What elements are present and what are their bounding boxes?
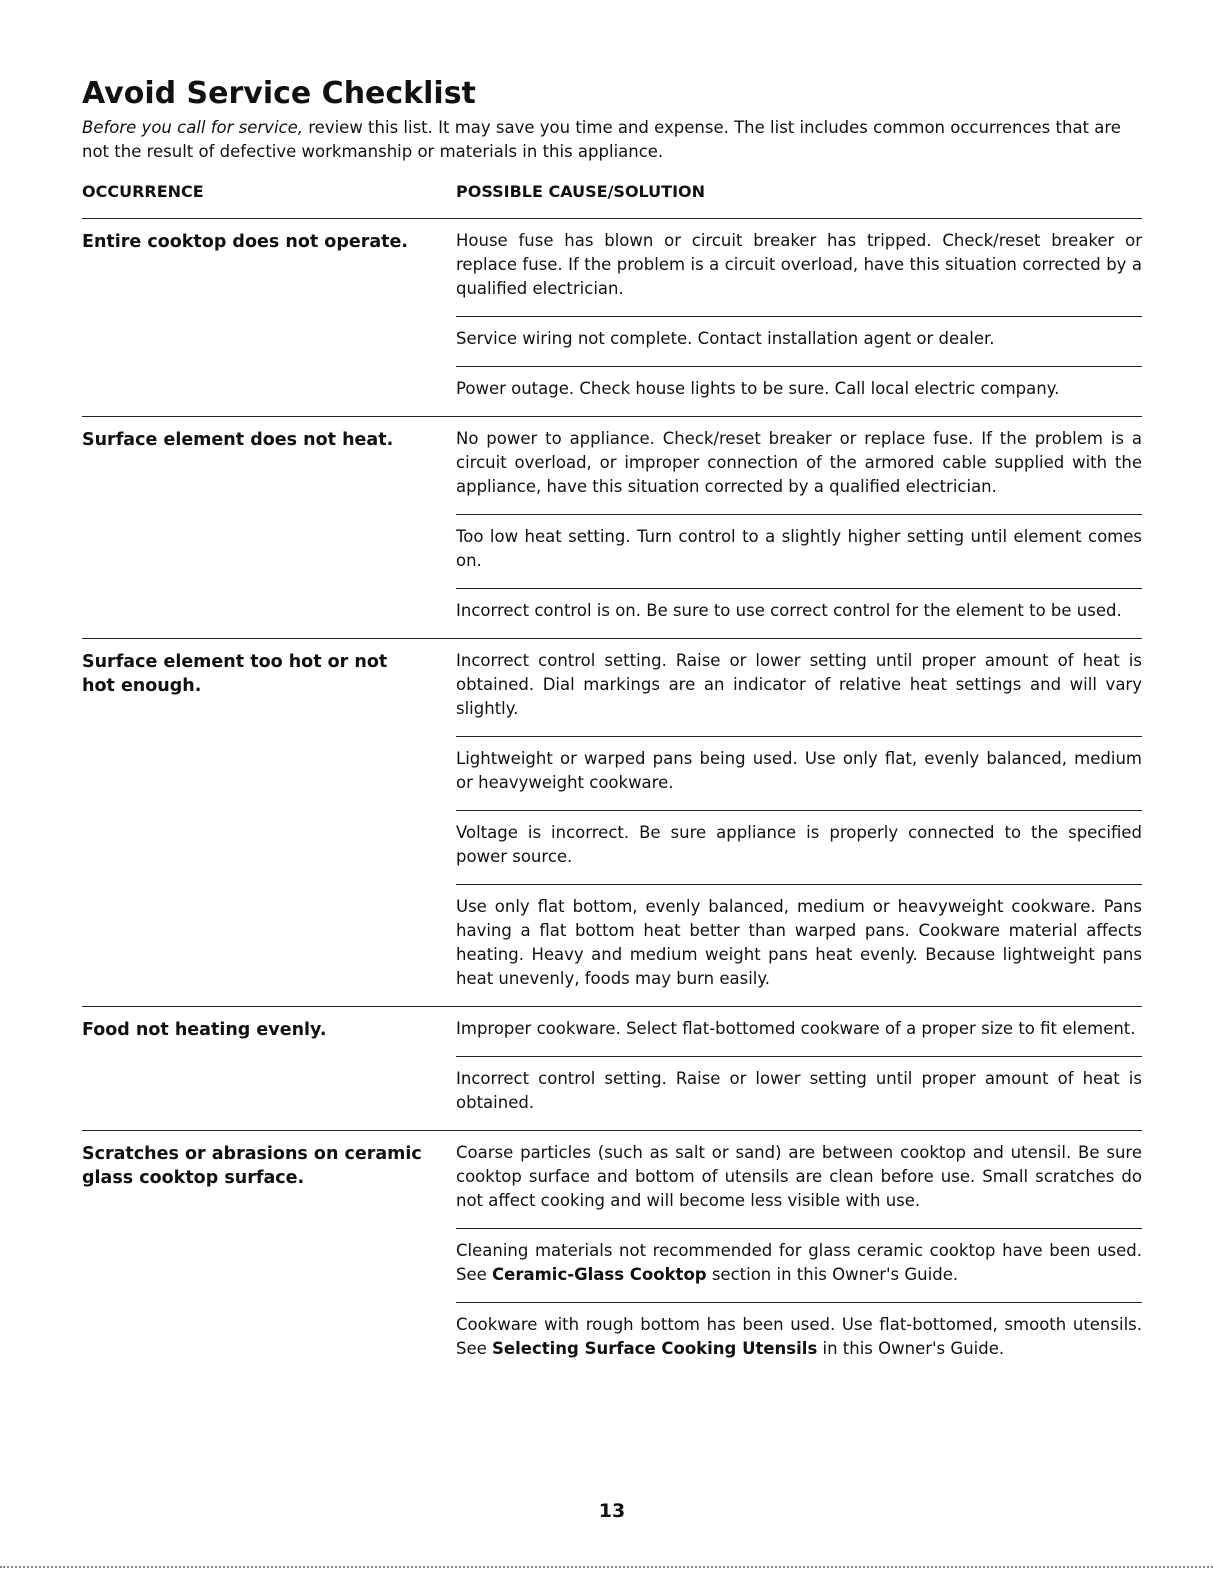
solution-text: Cookware with rough bottom has been used. Use flat-bottomed, smooth utensils. See <box>456 1315 1142 1358</box>
solution-item <box>456 219 1142 316</box>
solution-text: Service wiring not complete. Contact installation agent or dealer. <box>456 329 995 348</box>
table-row <box>82 1006 1142 1130</box>
solution-text: Incorrect control setting. Raise or lower setting until proper amount of heat is obtained. <box>456 1069 1142 1112</box>
section-reference: Ceramic-Glass Cooktop <box>492 1265 707 1284</box>
solution-item <box>456 1131 1142 1228</box>
solution-text: Incorrect control setting. Raise or lower setting until proper amount of heat is obtained. Dial markings are an indicator of relative heat settings and will vary slightly. <box>456 651 1142 718</box>
solutions-cell <box>456 417 1142 638</box>
solution-text-after: section in this Owner's Guide. <box>706 1265 959 1284</box>
table-row <box>82 638 1142 1006</box>
column-header-occurrence: OCCURRENCE <box>82 182 204 201</box>
page-edge-divider <box>0 1566 1213 1568</box>
solution-text: Improper cookware. Select flat-bottomed cookware of a proper size to fit element. <box>456 1019 1136 1038</box>
solution-item <box>456 1302 1142 1376</box>
solution-text: Incorrect control is on. Be sure to use correct control for the element to be used. <box>456 601 1122 620</box>
occurrence-cell: Entire cooktop does not operate. <box>82 232 409 252</box>
solution-text: Cleaning materials not recommended for glass ceramic cooktop have been used. See <box>456 1241 1142 1284</box>
solution-item <box>456 316 1142 366</box>
solution-text: No power to appliance. Check/reset breaker or replace fuse. If the problem is a circuit overload, or improper connection of the armored cable supplied with the appliance, have this situation corrected by a qualified electrician. <box>456 429 1142 496</box>
solution-item <box>456 366 1142 416</box>
solution-item <box>456 736 1142 810</box>
section-reference: Selecting Surface Cooking Utensils <box>492 1339 818 1358</box>
solution-text: Use only flat bottom, evenly balanced, medium or heavyweight cookware. Pans having a flat bottom heat better than warped pans. Cookware material affects heating. Heavy and medium weight pans heat evenly. Because lightweight pans heat unevenly, foods may burn easily. <box>456 897 1142 988</box>
solution-item <box>456 1007 1142 1056</box>
solutions-cell <box>456 1131 1142 1376</box>
solution-text: Voltage is incorrect. Be sure appliance is properly connected to the specified power source. <box>456 823 1142 866</box>
solution-item <box>456 810 1142 884</box>
solution-text: House fuse has blown or circuit breaker has tripped. Check/reset breaker or replace fuse. If the problem is a circuit overload, have this situation corrected by a qualified electrician. <box>456 231 1142 298</box>
intro-paragraph <box>82 116 1142 164</box>
page-number: 13 <box>598 1500 626 1522</box>
checklist-table <box>82 218 1142 1376</box>
table-row <box>82 416 1142 638</box>
table-row <box>82 1130 1142 1376</box>
solutions-cell <box>456 1007 1142 1130</box>
intro-italic-lead: Before you call for service, <box>82 118 303 137</box>
solution-item <box>456 639 1142 736</box>
solution-text: Power outage. Check house lights to be sure. Call local electric company. <box>456 379 1060 398</box>
solution-item <box>456 417 1142 514</box>
table-row <box>82 218 1142 416</box>
page-title: Avoid Service Checklist <box>82 76 476 111</box>
occurrence-cell: Scratches or abrasions on ceramic glass cooktop surface. <box>82 1144 422 1188</box>
solution-text: Coarse particles (such as salt or sand) are between cooktop and utensil. Be sure cooktop surface and bottom of utensils are clean before use. Small scratches do not affect cooking and will become less visible with use. <box>456 1143 1142 1210</box>
solution-text: Too low heat setting. Turn control to a slightly higher setting until element comes on. <box>456 527 1142 570</box>
occurrence-cell: Surface element does not heat. <box>82 430 394 450</box>
column-header-solution: POSSIBLE CAUSE/SOLUTION <box>456 182 706 201</box>
solution-item <box>456 1056 1142 1130</box>
solutions-cell <box>456 639 1142 1006</box>
occurrence-cell: Food not heating evenly. <box>82 1020 327 1040</box>
intro-text: review this list. It may save you time and expense. The list includes common occurrences that are not the result of defective workmanship or materials in this appliance. <box>82 118 1121 161</box>
solution-item <box>456 884 1142 1006</box>
solutions-cell <box>456 219 1142 416</box>
solution-item <box>456 1228 1142 1302</box>
solution-item <box>456 514 1142 588</box>
occurrence-cell: Surface element too hot or not hot enough. <box>82 652 388 696</box>
solution-text-after: in this Owner's Guide. <box>817 1339 1005 1358</box>
solution-item <box>456 588 1142 638</box>
solution-text: Lightweight or warped pans being used. Use only flat, evenly balanced, medium or heavyweight cookware. <box>456 749 1142 792</box>
